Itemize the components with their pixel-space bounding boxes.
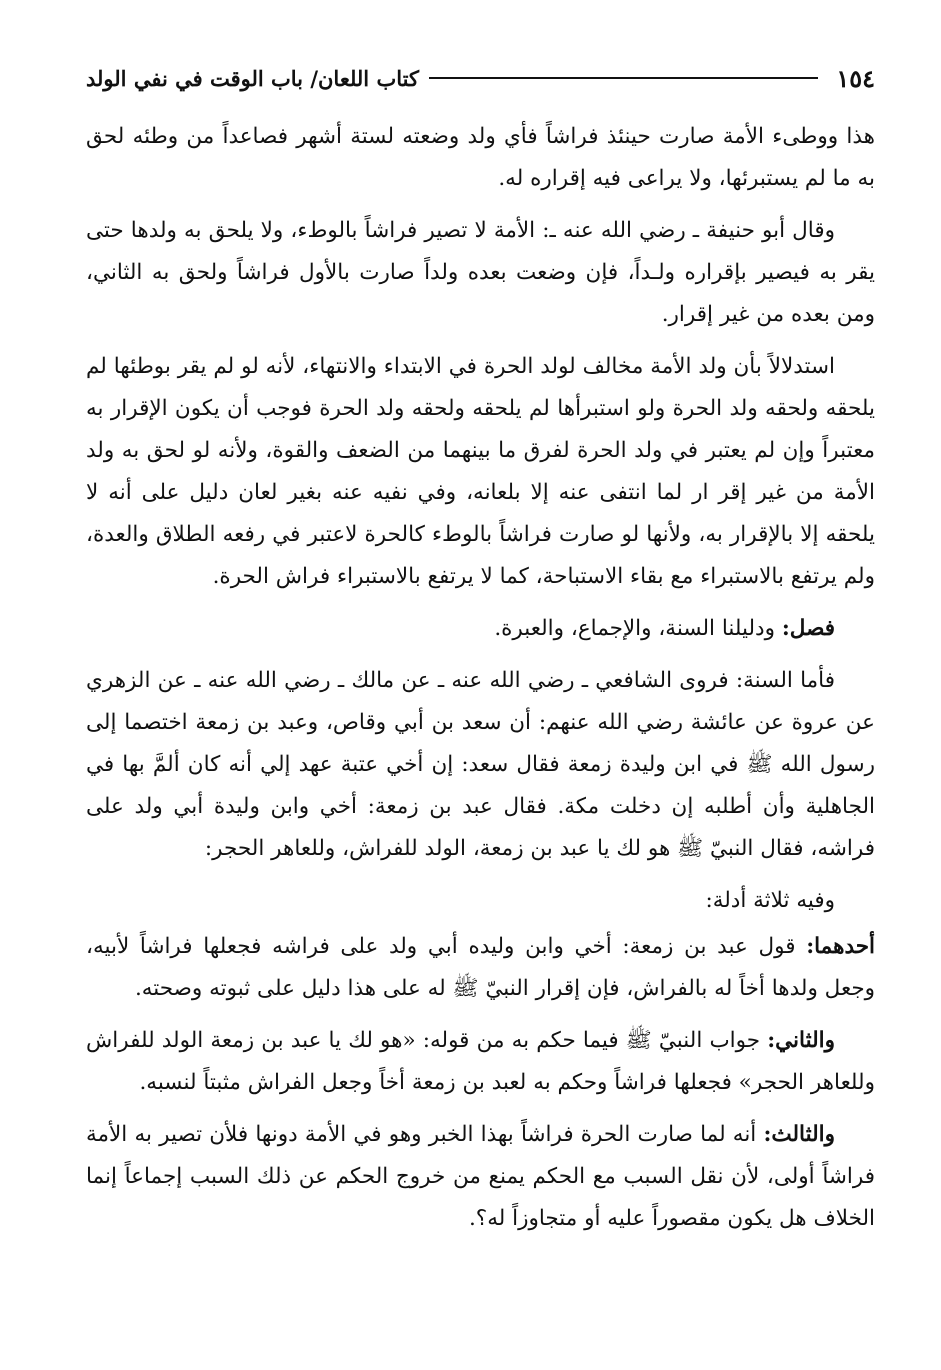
paragraph-text: قول عبد بن زمعة: أخي وابن وليده أبي ولد على فراشه فجعلها فراشاً لأبيه، وجعل ولدها أخاً له بالفراش، فإن إقرار النبيّ ﷺ له على هذا دليل على ثبوته وصحته. <box>86 934 875 1001</box>
section-label: فصل: <box>781 616 835 641</box>
section-heading-fasl <box>86 608 875 650</box>
page-header <box>86 58 875 98</box>
evidence-first <box>86 926 875 1010</box>
paragraph-text: وفيه ثلاثة أدلة: <box>705 888 835 913</box>
paragraph-text: ودليلنا السنة، والإجماع، والعبرة. <box>494 616 782 641</box>
paragraph-text: وقال أبو حنيفة ـ رضي الله عنه ـ: الأمة لا تصير فراشاً بالوطء، ولا يلحق به ولدها حتى يقر به فيصير بإقراره ولـداً، فإن وضعت بعده ولداً صارت بالأول فراشاً ولحق به الثاني، ومن بعده من غير إقرار. <box>86 218 875 327</box>
paragraph-3 <box>86 346 875 598</box>
paragraph-text: فأما السنة: فروى الشافعي ـ رضي الله عنه ـ عن مالك ـ رضي الله عنه ـ عن الزهري عن عروة عن عائشة رضي الله عنهم: أن سعد بن أبي وقاص، وعبد بن زمعة اختصما إلى رسول الله ﷺ في ابن وليدة زمعة فقال سعد: إن أخي عتبة عهد إلي أنه كان ألمَّ بها في الجاهلية وأن أطلبه إن دخلت مكة. فقال عبد بن زمعة: أخي وابن وليدة أبي ولد على فراشه، فقال النبيّ ﷺ هو لك يا عبد بن زمعة، الولد للفراش، وللعاهر الحجر: <box>86 668 875 861</box>
paragraph-text: جواب النبيّ ﷺ فيما حكم به من قوله: «هو لك يا عبد بن زمعة الولد للفراش وللعاهر الحجر» فجعلها فراشاً وحكم به لعبد بن زمعة أخاً وجعل الفراش مثبتاً لنسبه. <box>86 1028 875 1095</box>
paragraph-text: أنه لما صارت الحرة فراشاً بهذا الخبر وهو في الأمة دونها فلأن تصير به الأمة فراشاً أولى، لأن نقل السبب مع الحكم يمنع من خروج الحكم عن ذلك السبب إجماعاً إنما الخلاف هل يكون مقصوراً عليه أو متجاوزاً له؟. <box>86 1122 875 1231</box>
evidence-second <box>86 1020 875 1104</box>
evidence-label: والثالث: <box>763 1122 835 1147</box>
paragraph-text: هذا ووطىء الأمة صارت حينئذ فراشاً فأي ولد وضعته لستة أشهر فصاعداً من وطئه لحق به ما لم يستبرئها، ولا يراعى فيه إقراره له. <box>86 124 875 191</box>
header-rule <box>429 77 818 79</box>
paragraph-evidence-intro <box>86 880 875 922</box>
page-number: ١٥٤ <box>836 63 875 93</box>
paragraph-1 <box>86 116 875 200</box>
running-title: كتاب اللعان/ باب الوقت في نفي الولد <box>86 65 419 91</box>
evidence-third <box>86 1114 875 1240</box>
paragraph-2 <box>86 210 875 336</box>
evidence-label: أحدهما: <box>806 934 875 959</box>
page-body <box>86 116 875 1250</box>
paragraph-text: استدلالاً بأن ولد الأمة مخالف لولد الحرة في الابتداء والانتهاء، لأنه لو لم يقر بوطئها لم يلحقه ولحقه ولد الحرة ولو استبرأها لم يلحقه ولحقه ولد الحرة فوجب أن يكون الإقرار به معتبراً وإن لم يعتبر في ولد الحرة لفرق ما بينهما من الضعف والقوة، ولأنه لو لحق به ولد الأمة من غير إقر ار لما انتفى عنه إلا بلعانه، وفي نفيه عنه بغير لعان دليل على أنه لا يلحقه إلا بالإقرار به، ولأنها لو صارت فراشاً بالوطء كالحرة لاعتبر في رفعه الطلاق والعدة، ولم يرتفع بالاستبراء مع بقاء الاستباحة، كما لا يرتفع بالاستبراء فراش الحرة. <box>86 354 875 589</box>
paragraph-sunnah <box>86 660 875 870</box>
evidence-label: والثاني: <box>767 1028 835 1053</box>
